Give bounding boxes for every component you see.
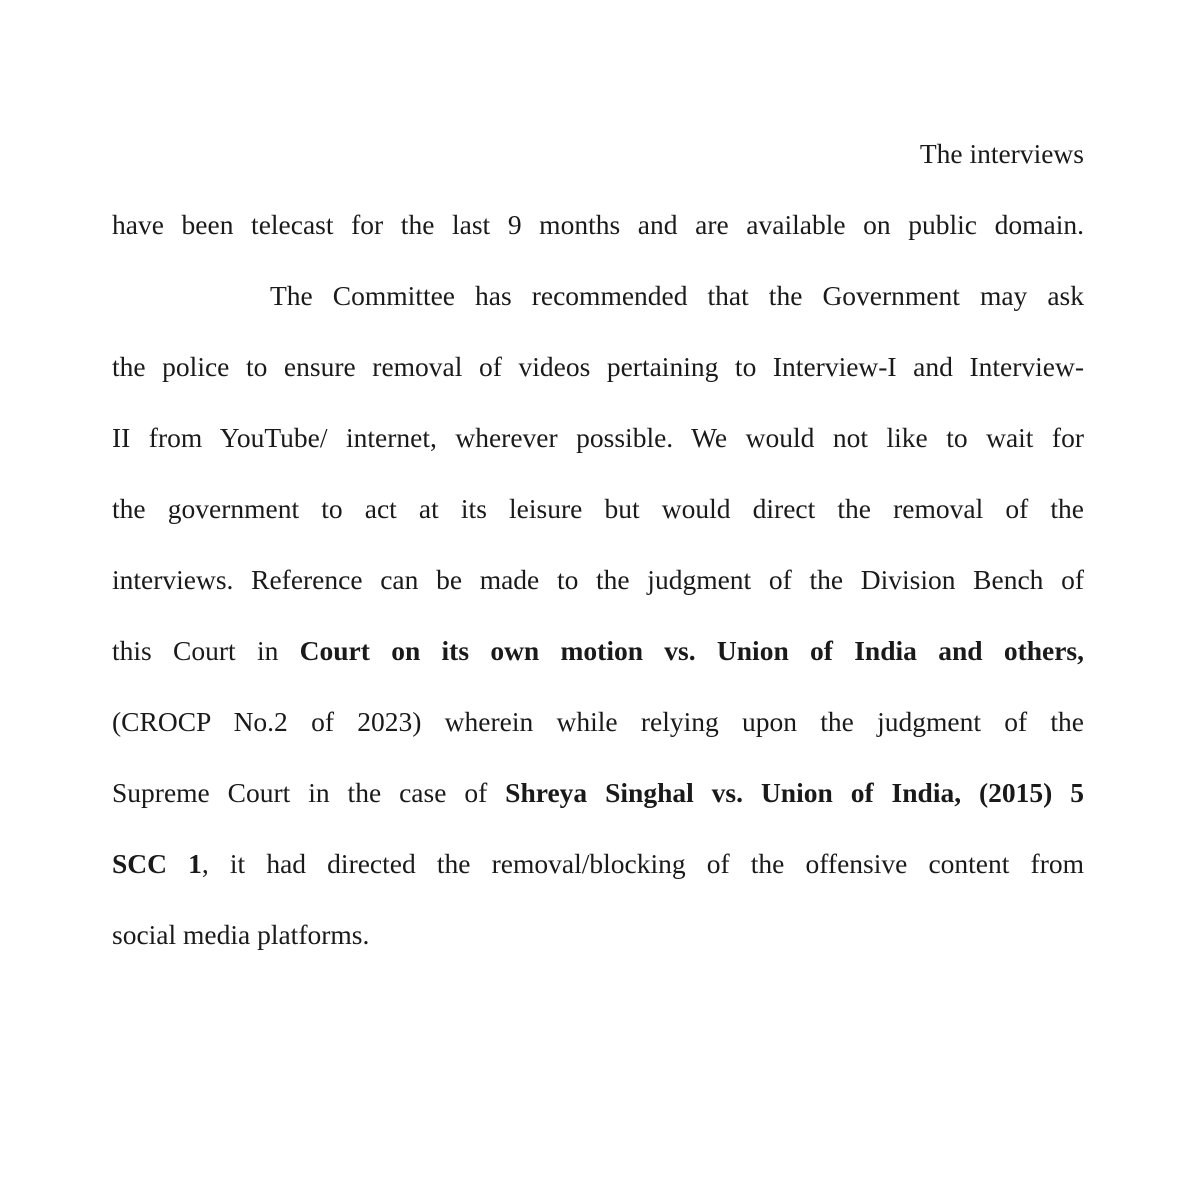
judgment-text xyxy=(112,118,1084,970)
text-run: Supreme Court in the case of xyxy=(112,777,488,808)
text-line xyxy=(112,757,1084,828)
text-run: , it had directed the removal/blocking of the offensive content from xyxy=(201,848,1084,879)
case-citation: Shreya Singhal vs. Union of India, (2015) 5 xyxy=(505,777,1085,808)
text-line: social media platforms. xyxy=(112,919,370,950)
text-line: II from YouTube/ internet, wherever possible. We would not like to wait for xyxy=(112,422,1084,453)
text-line xyxy=(112,828,1084,899)
case-citation: Court on its own motion vs. Union of India and others, xyxy=(299,635,1085,666)
paragraph-start-line: The Committee has recommended that the Government may ask xyxy=(270,280,1084,311)
text-run: this Court in xyxy=(112,635,279,666)
text-line xyxy=(112,615,1084,686)
text-line: The interviews xyxy=(919,138,1084,169)
text-line: have been telecast for the last 9 months and are available on public domain. xyxy=(112,209,1084,240)
text-line: interviews. Reference can be made to the judgment of the Division Bench of xyxy=(112,564,1084,595)
case-citation: SCC 1 xyxy=(112,848,202,879)
text-line: the police to ensure removal of videos pertaining to Interview-I and Interview- xyxy=(112,351,1084,382)
text-line: (CROCP No.2 of 2023) wherein while relying upon the judgment of the xyxy=(112,706,1084,737)
text-line: the government to act at its leisure but would direct the removal of the xyxy=(112,493,1084,524)
